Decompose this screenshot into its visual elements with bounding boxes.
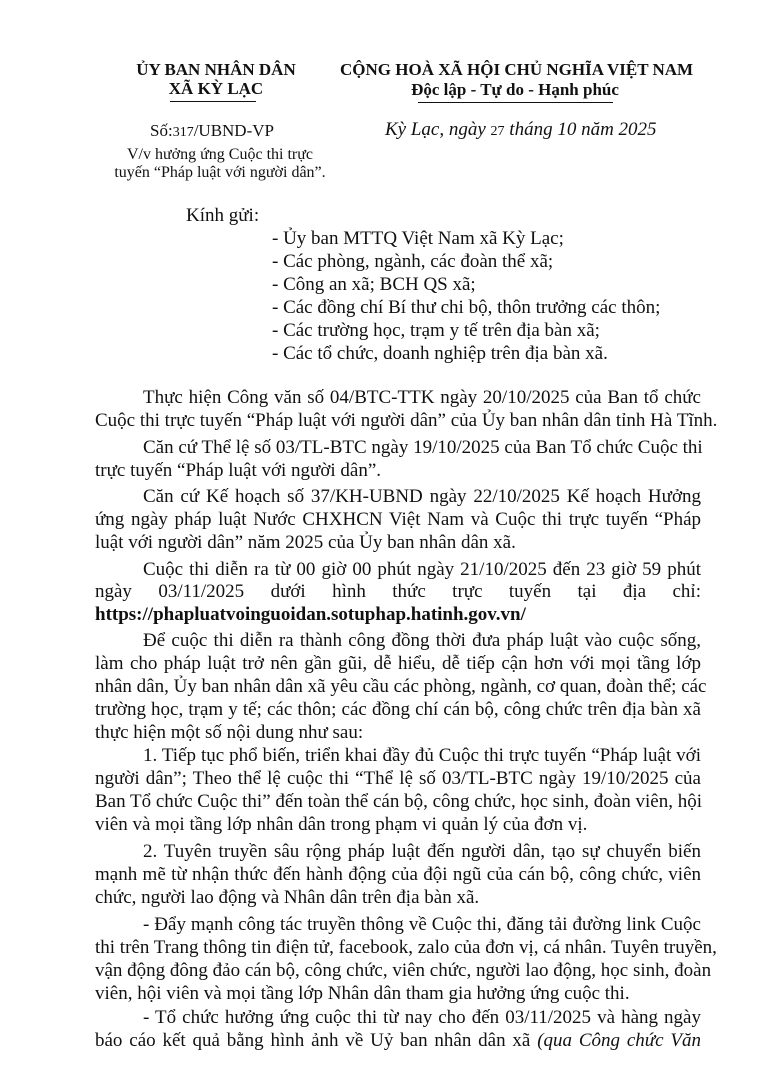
document-subject-line1: V/v hưởng ứng Cuộc thi trực (126, 146, 313, 163)
national-title: CỘNG HOÀ XÃ HỘI CHỦ NGHĨA VIỆT NAM (340, 60, 694, 79)
paragraph-line: Cuộc thi trực tuyến “Pháp luật với người dân” của Ủy ban nhân dân tỉnh Hà Tĩnh. (95, 410, 718, 431)
paragraph-line: Căn cứ Thể lệ số 03/TL-BTC ngày 19/10/2025 của Ban Tổ chức Cuộc thi (143, 437, 703, 458)
paragraph-line: luật với người dân” năm 2025 của Ủy ban nhân dân xã. (95, 532, 516, 553)
document-number (150, 121, 274, 141)
paragraph-line: 2. Tuyên truyền sâu rộng pháp luật đến người dân, tạo sự chuyển biến (143, 841, 701, 862)
paragraph-line: Ban Tổ chức Cuộc thi” đến toàn thể cán bộ, công chức, học sinh, đoàn viên, hội (95, 791, 702, 812)
paragraph-line: chức, người lao động và Nhân dân trên địa bàn xã. (95, 887, 480, 908)
contest-url-link[interactable]: https://phapluatvoinguoidan.sotuphap.hatinh.gov.vn/ (95, 604, 526, 625)
document-number-prefix: Số: (150, 121, 173, 140)
recipient-item: - Công an xã; BCH QS xã; (272, 274, 476, 295)
paragraph-line: thi trên Trang thông tin điện tử, facebook, zalo của đơn vị, cá nhân. Tuyên truyền, (95, 937, 717, 958)
recipient-item: - Các tổ chức, doanh nghiệp trên địa bàn xã. (272, 343, 608, 364)
paragraph-line (95, 1030, 701, 1052)
paragraph-line: Thực hiện Công văn số 04/BTC-TTK ngày 20/10/2025 của Ban tổ chức (143, 387, 701, 408)
paragraph-line: Căn cứ Kế hoạch số 37/KH-UBND ngày 22/10/2025 Kế hoạch Hưởng (143, 486, 701, 507)
paragraph-line: ứng ngày pháp luật Nước CHXHCN Việt Nam và Cuộc thi trực tuyến “Pháp (95, 509, 701, 530)
paragraph-line: trường học, trạm y tế; các thôn; các đồng chí cán bộ, công chức trên địa bàn xã (95, 699, 701, 720)
paragraph-line: - Tổ chức hưởng ứng cuộc thi từ nay cho đến 03/11/2025 và hàng ngày (143, 1007, 701, 1028)
recipient-item: - Các trường học, trạm y tế trên địa bàn xã; (272, 320, 600, 341)
paragraph-line: trực tuyến “Pháp luật với người dân”. (95, 460, 382, 481)
recipients-label: Kính gửi: (186, 205, 260, 226)
header-left-underline (170, 101, 256, 102)
date-prefix: Kỳ Lạc, ngày (385, 119, 486, 140)
paragraph-line: viên, hội viên và mọi tầng lớp Nhân dân tham gia hưởng ứng cuộc thi. (95, 983, 630, 1004)
paragraph-line: làm cho pháp luật trở nên gần gũi, dễ hiểu, dễ tiếp cận hơn với mọi tầng lớp (95, 653, 701, 674)
document-number-suffix: /UBND-VP (193, 121, 274, 140)
national-motto: Độc lập - Tự do - Hạnh phúc (411, 80, 619, 99)
recipient-item: - Ủy ban MTTQ Việt Nam xã Kỳ Lạc; (272, 228, 564, 249)
paragraph-fragment-italic: (qua Công chức Văn (537, 1030, 701, 1051)
paragraph-line: ngày 03/11/2025 dưới hình thức trực tuyến tại địa chỉ: (95, 581, 701, 602)
paragraph-line: viên và mọi tầng lớp nhân dân trong phạm vi quản lý của đơn vị. (95, 814, 588, 835)
date-day: 27 (490, 124, 505, 139)
document-date (385, 119, 657, 141)
date-suffix: tháng 10 năm 2025 (509, 119, 657, 140)
recipient-item: - Các đồng chí Bí thư chi bộ, thôn trưởng các thôn; (272, 297, 661, 318)
paragraph-line: mạnh mẽ từ nhận thức đến hành động của đội ngũ của cán bộ, công chức, viên (95, 864, 701, 885)
paragraph-fragment: báo cáo kết quả bằng hình ảnh về Uỷ ban nhân dân xã (95, 1030, 531, 1051)
paragraph-line: - Đẩy mạnh công tác truyền thông về Cuộc thi, đăng tải đường link Cuộc (143, 914, 701, 935)
header-right-underline (418, 102, 613, 103)
document-number-value: 317 (172, 125, 194, 140)
paragraph-line: Để cuộc thi diễn ra thành công đồng thời đưa pháp luật vào cuộc sống, (143, 630, 701, 651)
paragraph-line: người dân”; Theo thể lệ cuộc thi “Thể lệ số 03/TL-BTC ngày 19/10/2025 của (95, 768, 701, 789)
recipient-item: - Các phòng, ngành, các đoàn thể xã; (272, 251, 554, 272)
paragraph-line: Cuộc thi diễn ra từ 00 giờ 00 phút ngày 21/10/2025 đến 23 giờ 59 phút (143, 559, 701, 580)
paragraph-line: vận động đông đảo cán bộ, công chức, viên chức, người lao động, học sinh, đoàn (95, 960, 712, 981)
issuing-commune: XÃ KỲ LẠC (168, 79, 264, 98)
paragraph-line: thực hiện một số nội dung như sau: (95, 722, 364, 743)
paragraph-line: 1. Tiếp tục phổ biến, triển khai đầy đủ Cuộc thi trực tuyến “Pháp luật với (143, 745, 701, 766)
document-subject-line2: tuyến “Pháp luật với người dân”. (114, 164, 326, 181)
paragraph-line: nhân dân, Ủy ban nhân dân xã yêu cầu các phòng, ngành, cơ quan, đoàn thể; các (95, 676, 707, 697)
issuing-authority: ỦY BAN NHÂN DÂN (136, 60, 296, 79)
